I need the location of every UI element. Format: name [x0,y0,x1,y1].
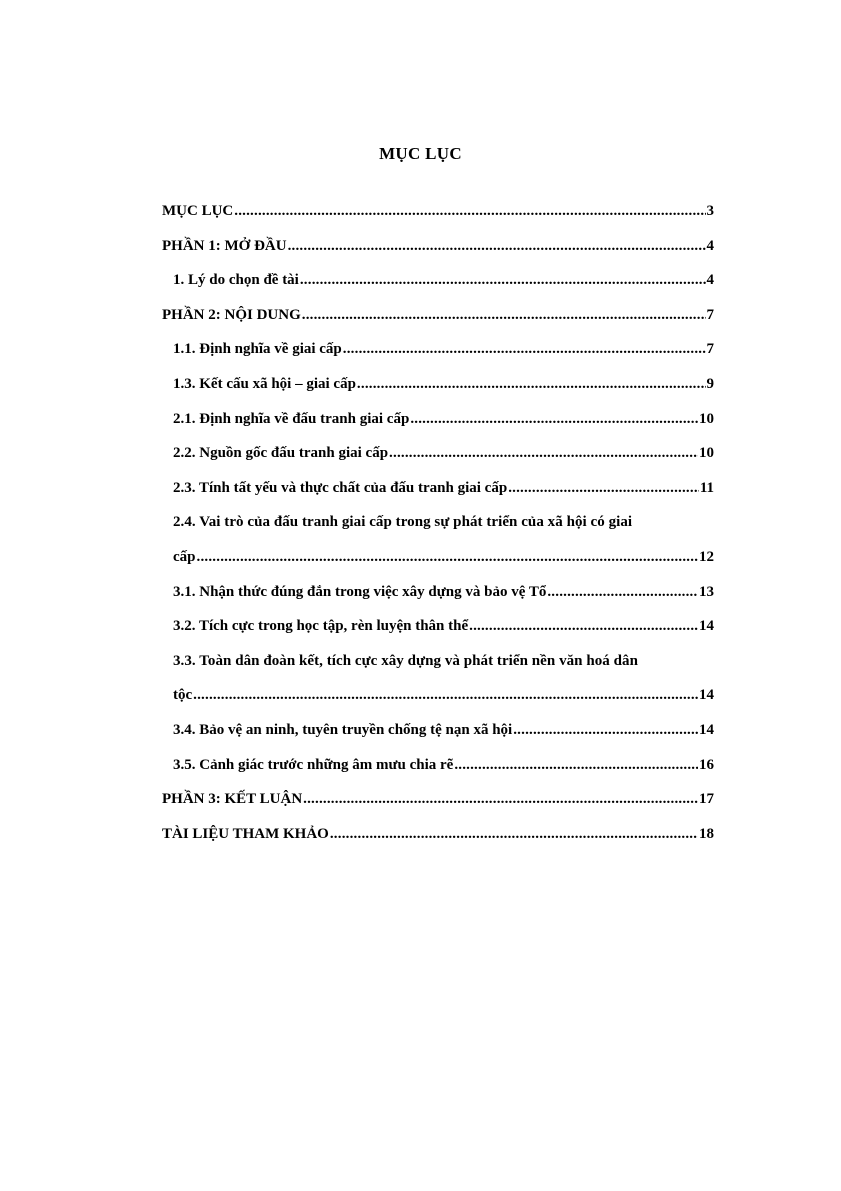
toc-entry[interactable] [162,307,714,342]
toc-entry[interactable] [162,722,714,757]
toc-page-number: 12 [699,548,714,565]
dot-leader [513,722,698,739]
toc-page-number: 14 [699,721,714,738]
toc-entry[interactable] [162,618,714,653]
toc-entry-label: PHẦN 3: KẾT LUẬN [162,791,303,808]
toc-entry-label: 1.3. Kết cấu xã hội – giai cấp [173,375,356,392]
toc-entry-label: 2.4. Vai trò của đấu tranh giai cấp trong sự phát triển của xã hội có giai [173,514,633,531]
toc-entry[interactable] [162,757,714,792]
toc-entry-label: 2.2. Nguồn gốc đấu tranh giai cấp [173,445,389,462]
toc-entry-label: cấp [173,548,196,565]
toc-entry-label: PHẦN 1: MỞ ĐẦU [162,237,287,254]
dot-leader [454,757,698,774]
toc-entry[interactable] [162,584,714,619]
toc-entry-label: 3.5. Cảnh giác trước những âm mưu chia rẽ [173,756,454,773]
toc-entry-label: PHẦN 2: NỘI DUNG [162,306,301,323]
toc-entry[interactable] [162,826,714,861]
toc-entry-label: 2.3. Tính tất yếu và thực chất của đấu tranh giai cấp [173,479,508,496]
dot-leader [330,826,698,843]
toc-page-number: 9 [706,375,714,392]
toc-entry[interactable] [162,341,714,376]
dot-leader [389,445,698,462]
toc-page-number: 4 [706,272,714,289]
toc-page-number: 7 [706,306,714,323]
toc-page-number: 3 [706,203,714,219]
page-title: MỤC LỤC [379,144,462,163]
toc-entry[interactable] [162,203,714,238]
dot-leader [469,618,698,635]
toc-entry-line[interactable] [162,514,714,549]
table-of-contents [162,203,714,860]
toc-entry-label: 3.2. Tích cực trong học tập, rèn luyện thân thể [173,618,469,635]
dot-leader [197,549,699,566]
toc-entry[interactable] [162,272,714,307]
toc-page-number: 14 [699,618,714,635]
toc-entry[interactable] [162,480,714,515]
toc-entry-label: 2.1. Định nghĩa về đấu tranh giai cấp [173,410,410,427]
toc-page-number: 7 [706,341,714,358]
toc-entry[interactable] [162,376,714,411]
dot-leader [508,480,699,497]
toc-entry-label: 3.3. Toàn dân đoàn kết, tích cực xây dựng và phát triển nền văn hoá dân [173,652,638,669]
toc-page-number: 10 [699,410,714,427]
toc-entry-label: TÀI LIỆU THAM KHẢO [162,825,329,842]
toc-page-number: 4 [706,237,714,254]
dot-leader [357,376,706,393]
toc-entry-label: 3.1. Nhận thức đúng đắn trong việc xây dựng và bảo vệ Tổ [173,583,547,600]
toc-page-number: 14 [699,687,714,704]
dot-leader [547,584,698,601]
dot-leader [288,238,706,255]
toc-entry-label: 1.1. Định nghĩa về giai cấp [173,341,342,358]
toc-entry[interactable] [162,687,714,722]
dot-leader [303,791,698,808]
toc-page-number: 16 [699,756,714,773]
toc-page-number: 13 [699,583,714,600]
toc-entry[interactable] [162,445,714,480]
dot-leader [302,307,706,324]
dot-leader [193,687,698,704]
toc-entry[interactable] [162,238,714,273]
toc-entry-label: 3.4. Bảo vệ an ninh, tuyên truyền chống tệ nạn xã hội [173,721,513,738]
dot-leader [234,203,705,220]
toc-entry[interactable] [162,791,714,826]
toc-entry-label: MỤC LỤC [162,203,234,219]
dot-leader [300,272,706,289]
dot-leader [343,341,706,358]
toc-entry[interactable] [162,411,714,446]
toc-page-number: 10 [699,445,714,462]
toc-entry-label: 1. Lý do chọn đề tài [173,272,299,289]
toc-entry-line[interactable] [162,653,714,688]
toc-page-number: 17 [699,791,714,808]
toc-page-number: 18 [699,825,714,842]
toc-entry[interactable] [162,549,714,584]
toc-entry-label: tộc [173,687,193,704]
toc-page-number: 11 [699,479,714,496]
dot-leader [410,411,698,428]
